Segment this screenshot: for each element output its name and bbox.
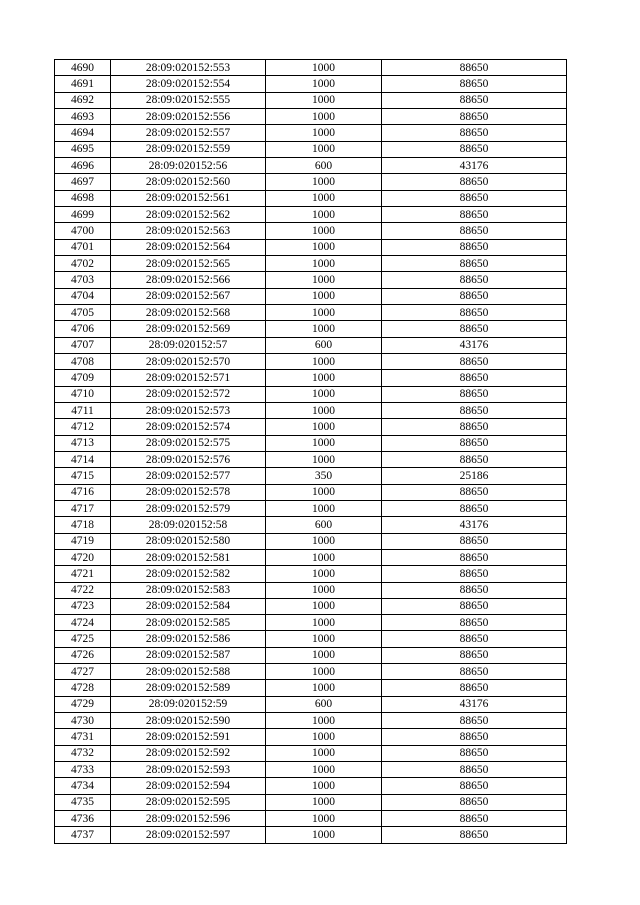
cadastral-number-cell: 28:09:020152:593 [111,762,266,778]
area-cell: 1000 [266,582,382,598]
area-cell: 1000 [266,255,382,271]
value-cell: 88650 [382,125,567,141]
area-cell: 1000 [266,680,382,696]
cadastral-number-cell: 28:09:020152:589 [111,680,266,696]
area-cell: 1000 [266,566,382,582]
table-row [55,402,567,418]
row-number-cell: 4703 [55,272,111,288]
area-cell: 600 [266,157,382,173]
value-cell: 88650 [382,321,567,337]
table-row [55,255,567,271]
area-cell: 1000 [266,304,382,320]
table-row [55,484,567,500]
cadastral-number-cell: 28:09:020152:591 [111,729,266,745]
cadastral-number-cell: 28:09:020152:556 [111,108,266,124]
cadastral-number-cell: 28:09:020152:596 [111,811,266,827]
value-cell: 43176 [382,517,567,533]
cadastral-number-cell: 28:09:020152:553 [111,60,266,76]
value-cell: 88650 [382,680,567,696]
value-cell: 88650 [382,108,567,124]
value-cell: 88650 [382,370,567,386]
table-row [55,370,567,386]
table-row [55,451,567,467]
row-number-cell: 4702 [55,255,111,271]
row-number-cell: 4725 [55,631,111,647]
row-number-cell: 4718 [55,517,111,533]
value-cell: 88650 [382,500,567,516]
table-row [55,745,567,761]
row-number-cell: 4691 [55,76,111,92]
table-row [55,500,567,516]
value-cell: 88650 [382,811,567,827]
value-cell: 88650 [382,92,567,108]
row-number-cell: 4692 [55,92,111,108]
row-number-cell: 4723 [55,598,111,614]
value-cell: 88650 [382,255,567,271]
area-cell: 1000 [266,402,382,418]
table-row [55,582,567,598]
value-cell: 88650 [382,598,567,614]
table-row [55,598,567,614]
area-cell: 1000 [266,451,382,467]
cadastral-number-cell: 28:09:020152:569 [111,321,266,337]
cadastral-number-cell: 28:09:020152:56 [111,157,266,173]
cadastral-number-cell: 28:09:020152:58 [111,517,266,533]
cadastral-number-cell: 28:09:020152:577 [111,468,266,484]
value-cell: 88650 [382,664,567,680]
row-number-cell: 4732 [55,745,111,761]
table-row [55,157,567,173]
table-row [55,615,567,631]
value-cell: 43176 [382,696,567,712]
table-row [55,141,567,157]
parcel-table [54,59,567,844]
value-cell: 88650 [382,533,567,549]
table-row [55,696,567,712]
area-cell: 1000 [266,190,382,206]
row-number-cell: 4704 [55,288,111,304]
cadastral-number-cell: 28:09:020152:587 [111,647,266,663]
area-cell: 600 [266,337,382,353]
row-number-cell: 4720 [55,549,111,565]
cadastral-number-cell: 28:09:020152:597 [111,827,266,843]
cadastral-number-cell: 28:09:020152:564 [111,239,266,255]
area-cell: 600 [266,517,382,533]
value-cell: 88650 [382,582,567,598]
row-number-cell: 4699 [55,206,111,222]
table-row [55,174,567,190]
value-cell: 25186 [382,468,567,484]
row-number-cell: 4700 [55,223,111,239]
area-cell: 1000 [266,598,382,614]
value-cell: 88650 [382,713,567,729]
value-cell: 88650 [382,190,567,206]
table-row [55,468,567,484]
value-cell: 88650 [382,451,567,467]
row-number-cell: 4717 [55,500,111,516]
row-number-cell: 4695 [55,141,111,157]
row-number-cell: 4697 [55,174,111,190]
table-row [55,321,567,337]
value-cell: 88650 [382,141,567,157]
value-cell: 43176 [382,337,567,353]
row-number-cell: 4715 [55,468,111,484]
value-cell: 88650 [382,60,567,76]
area-cell: 1000 [266,713,382,729]
cadastral-number-cell: 28:09:020152:574 [111,419,266,435]
area-cell: 1000 [266,76,382,92]
cadastral-number-cell: 28:09:020152:583 [111,582,266,598]
value-cell: 88650 [382,615,567,631]
area-cell: 1000 [266,533,382,549]
area-cell: 1000 [266,141,382,157]
value-cell: 88650 [382,223,567,239]
cadastral-number-cell: 28:09:020152:578 [111,484,266,500]
table-row [55,680,567,696]
value-cell: 43176 [382,157,567,173]
table-row [55,762,567,778]
table-row [55,435,567,451]
area-cell: 1000 [266,827,382,843]
value-cell: 88650 [382,304,567,320]
table-row [55,664,567,680]
area-cell: 1000 [266,435,382,451]
value-cell: 88650 [382,762,567,778]
cadastral-number-cell: 28:09:020152:563 [111,223,266,239]
table-row [55,631,567,647]
cadastral-number-cell: 28:09:020152:576 [111,451,266,467]
cadastral-number-cell: 28:09:020152:565 [111,255,266,271]
row-number-cell: 4716 [55,484,111,500]
area-cell: 350 [266,468,382,484]
area-cell: 1000 [266,729,382,745]
area-cell: 1000 [266,500,382,516]
area-cell: 1000 [266,239,382,255]
cadastral-number-cell: 28:09:020152:581 [111,549,266,565]
row-number-cell: 4711 [55,402,111,418]
table-row [55,304,567,320]
table-row [55,811,567,827]
table-row [55,239,567,255]
cadastral-number-cell: 28:09:020152:568 [111,304,266,320]
row-number-cell: 4731 [55,729,111,745]
area-cell: 1000 [266,484,382,500]
row-number-cell: 4733 [55,762,111,778]
table-row [55,647,567,663]
area-cell: 1000 [266,647,382,663]
value-cell: 88650 [382,729,567,745]
cadastral-number-cell: 28:09:020152:561 [111,190,266,206]
table-row [55,566,567,582]
area-cell: 1000 [266,549,382,565]
area-cell: 1000 [266,108,382,124]
row-number-cell: 4698 [55,190,111,206]
cadastral-number-cell: 28:09:020152:560 [111,174,266,190]
value-cell: 88650 [382,566,567,582]
table-row [55,517,567,533]
table-row [55,190,567,206]
cadastral-number-cell: 28:09:020152:573 [111,402,266,418]
area-cell: 1000 [266,223,382,239]
value-cell: 88650 [382,484,567,500]
table-row [55,713,567,729]
row-number-cell: 4705 [55,304,111,320]
cadastral-number-cell: 28:09:020152:571 [111,370,266,386]
row-number-cell: 4727 [55,664,111,680]
cadastral-number-cell: 28:09:020152:572 [111,386,266,402]
cadastral-number-cell: 28:09:020152:567 [111,288,266,304]
value-cell: 88650 [382,435,567,451]
area-cell: 1000 [266,615,382,631]
cadastral-number-cell: 28:09:020152:586 [111,631,266,647]
row-number-cell: 4735 [55,794,111,810]
table-row [55,108,567,124]
table-row [55,125,567,141]
table-row [55,272,567,288]
table-row [55,778,567,794]
area-cell: 1000 [266,174,382,190]
row-number-cell: 4728 [55,680,111,696]
value-cell: 88650 [382,288,567,304]
area-cell: 1000 [266,206,382,222]
table-row [55,794,567,810]
row-number-cell: 4710 [55,386,111,402]
area-cell: 1000 [266,762,382,778]
area-cell: 1000 [266,60,382,76]
row-number-cell: 4714 [55,451,111,467]
cadastral-number-cell: 28:09:020152:59 [111,696,266,712]
table-row [55,92,567,108]
cadastral-number-cell: 28:09:020152:595 [111,794,266,810]
area-cell: 1000 [266,272,382,288]
cadastral-number-cell: 28:09:020152:555 [111,92,266,108]
table-row [55,288,567,304]
cadastral-number-cell: 28:09:020152:580 [111,533,266,549]
value-cell: 88650 [382,206,567,222]
cadastral-number-cell: 28:09:020152:584 [111,598,266,614]
row-number-cell: 4722 [55,582,111,598]
area-cell: 1000 [266,288,382,304]
table-row [55,60,567,76]
cadastral-number-cell: 28:09:020152:57 [111,337,266,353]
value-cell: 88650 [382,647,567,663]
cadastral-number-cell: 28:09:020152:562 [111,206,266,222]
area-cell: 1000 [266,811,382,827]
cadastral-number-cell: 28:09:020152:570 [111,353,266,369]
cadastral-number-cell: 28:09:020152:590 [111,713,266,729]
value-cell: 88650 [382,419,567,435]
area-cell: 1000 [266,794,382,810]
table-row [55,206,567,222]
cadastral-number-cell: 28:09:020152:592 [111,745,266,761]
cadastral-number-cell: 28:09:020152:566 [111,272,266,288]
cadastral-number-cell: 28:09:020152:582 [111,566,266,582]
row-number-cell: 4737 [55,827,111,843]
value-cell: 88650 [382,76,567,92]
area-cell: 1000 [266,125,382,141]
value-cell: 88650 [382,239,567,255]
table-row [55,76,567,92]
area-cell: 1000 [266,664,382,680]
area-cell: 1000 [266,386,382,402]
table-row [55,549,567,565]
area-cell: 1000 [266,353,382,369]
row-number-cell: 4729 [55,696,111,712]
area-cell: 1000 [266,92,382,108]
row-number-cell: 4706 [55,321,111,337]
row-number-cell: 4734 [55,778,111,794]
cadastral-number-cell: 28:09:020152:579 [111,500,266,516]
row-number-cell: 4726 [55,647,111,663]
row-number-cell: 4701 [55,239,111,255]
table-row [55,353,567,369]
area-cell: 1000 [266,745,382,761]
row-number-cell: 4696 [55,157,111,173]
row-number-cell: 4693 [55,108,111,124]
row-number-cell: 4712 [55,419,111,435]
value-cell: 88650 [382,386,567,402]
value-cell: 88650 [382,631,567,647]
cadastral-number-cell: 28:09:020152:588 [111,664,266,680]
row-number-cell: 4690 [55,60,111,76]
cadastral-number-cell: 28:09:020152:594 [111,778,266,794]
table-row [55,827,567,843]
table-row [55,419,567,435]
area-cell: 1000 [266,419,382,435]
area-cell: 1000 [266,631,382,647]
value-cell: 88650 [382,272,567,288]
row-number-cell: 4709 [55,370,111,386]
row-number-cell: 4736 [55,811,111,827]
cadastral-number-cell: 28:09:020152:554 [111,76,266,92]
table-row [55,729,567,745]
row-number-cell: 4719 [55,533,111,549]
value-cell: 88650 [382,174,567,190]
row-number-cell: 4713 [55,435,111,451]
table-row [55,223,567,239]
area-cell: 1000 [266,321,382,337]
cadastral-number-cell: 28:09:020152:575 [111,435,266,451]
value-cell: 88650 [382,794,567,810]
row-number-cell: 4730 [55,713,111,729]
table-row [55,386,567,402]
value-cell: 88650 [382,827,567,843]
row-number-cell: 4724 [55,615,111,631]
table-row [55,533,567,549]
value-cell: 88650 [382,402,567,418]
value-cell: 88650 [382,353,567,369]
row-number-cell: 4721 [55,566,111,582]
area-cell: 600 [266,696,382,712]
value-cell: 88650 [382,745,567,761]
row-number-cell: 4694 [55,125,111,141]
value-cell: 88650 [382,778,567,794]
area-cell: 1000 [266,778,382,794]
row-number-cell: 4707 [55,337,111,353]
value-cell: 88650 [382,549,567,565]
parcel-table-body [55,60,567,844]
table-row [55,337,567,353]
area-cell: 1000 [266,370,382,386]
cadastral-number-cell: 28:09:020152:559 [111,141,266,157]
row-number-cell: 4708 [55,353,111,369]
cadastral-number-cell: 28:09:020152:585 [111,615,266,631]
cadastral-number-cell: 28:09:020152:557 [111,125,266,141]
